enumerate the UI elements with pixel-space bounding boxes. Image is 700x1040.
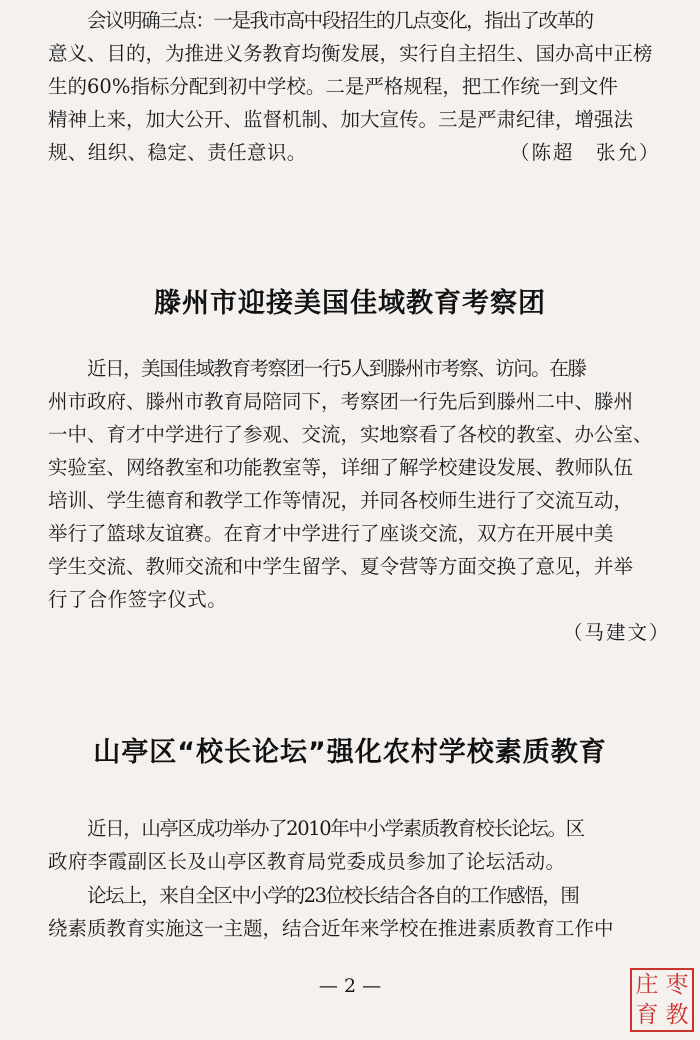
- article2-line: 学生交流、教师交流和中学生留学、夏令营等方面交换了意见，并举: [48, 555, 634, 578]
- seal-char: 庄: [635, 972, 659, 998]
- article1-line: 意义、目的，为推进义务教育均衡发展，实行自主招生、国办高中正榜: [48, 42, 653, 65]
- article1-byline: （陈超 张允）: [510, 141, 661, 164]
- bleed-through-decoration: [70, 205, 427, 230]
- article1-line: 会议明确三点：一是我市高中段招生的几点变化，指出了改革的: [87, 9, 593, 32]
- article3-line: 绕素质教育实施这一主题，结合近年来学校在推进素质教育工作中: [48, 917, 614, 940]
- article3-paragraph2-cont: [48, 912, 660, 945]
- article3-line: 论坛上，来自全区中小学的23位校长结合各自的工作感悟，围: [87, 884, 579, 907]
- article2-line: 一中、育才中学进行了参观、交流，实地察看了各校的教室、办公室、: [48, 423, 653, 446]
- article2-line: 近日，美国佳域教育考察团一行5人到滕州市考察、访问。在滕: [87, 357, 586, 380]
- article2-byline: （马建文）: [563, 621, 671, 644]
- article1-line: 规、组织、稳定、责任意识。: [48, 141, 307, 164]
- article2-paragraph-cont: [48, 385, 660, 616]
- article2-title: 滕州市迎接美国佳域教育考察团: [154, 288, 546, 319]
- article2-line: 州市政府、滕州市教育局陪同下，考察团一行先后到滕州二中、滕州: [48, 390, 634, 413]
- article2-line: 培训、学生德育和教学工作等情况，并同各校师生进行了交流互动，: [48, 489, 634, 512]
- article1-line: 精神上来，加大公开、监督机制、加大宣传。三是严肃纪律，增强法: [48, 108, 634, 131]
- article3-line: 近日，山亭区成功举办了2010年中小学素质教育校长论坛。区: [87, 817, 584, 840]
- article2-line: 实验室、网络教室和功能教室等，详细了解学校建设发展、教师队伍: [48, 456, 634, 479]
- article3-title: 山亭区“校长论坛”强化农村学校素质教育: [93, 737, 607, 768]
- article2-line: 举行了篮球友谊赛。在育才中学进行了座谈交流，双方在开展中美: [48, 522, 614, 545]
- article3-paragraph1-cont: [48, 845, 660, 878]
- article1-line: 生的60%指标分配到初中学校。二是严格规程，把工作统一到文件: [48, 75, 618, 98]
- article3-paragraph1: [48, 812, 660, 845]
- article3-paragraph2: [48, 879, 660, 912]
- seal-char: 枣: [665, 972, 689, 998]
- article2-line: 行了合作签字仪式。: [48, 588, 228, 611]
- article1-paragraph: [48, 4, 660, 37]
- seal-char: 育: [635, 1002, 659, 1028]
- seal-stamp: [630, 968, 694, 1032]
- seal-char: 教: [665, 1002, 689, 1028]
- article3-line: 政府李霞副区长及山亭区教育局党委成员参加了论坛活动。: [48, 850, 566, 873]
- page-number: — 2 —: [318, 975, 382, 997]
- article2-paragraph: [48, 352, 660, 385]
